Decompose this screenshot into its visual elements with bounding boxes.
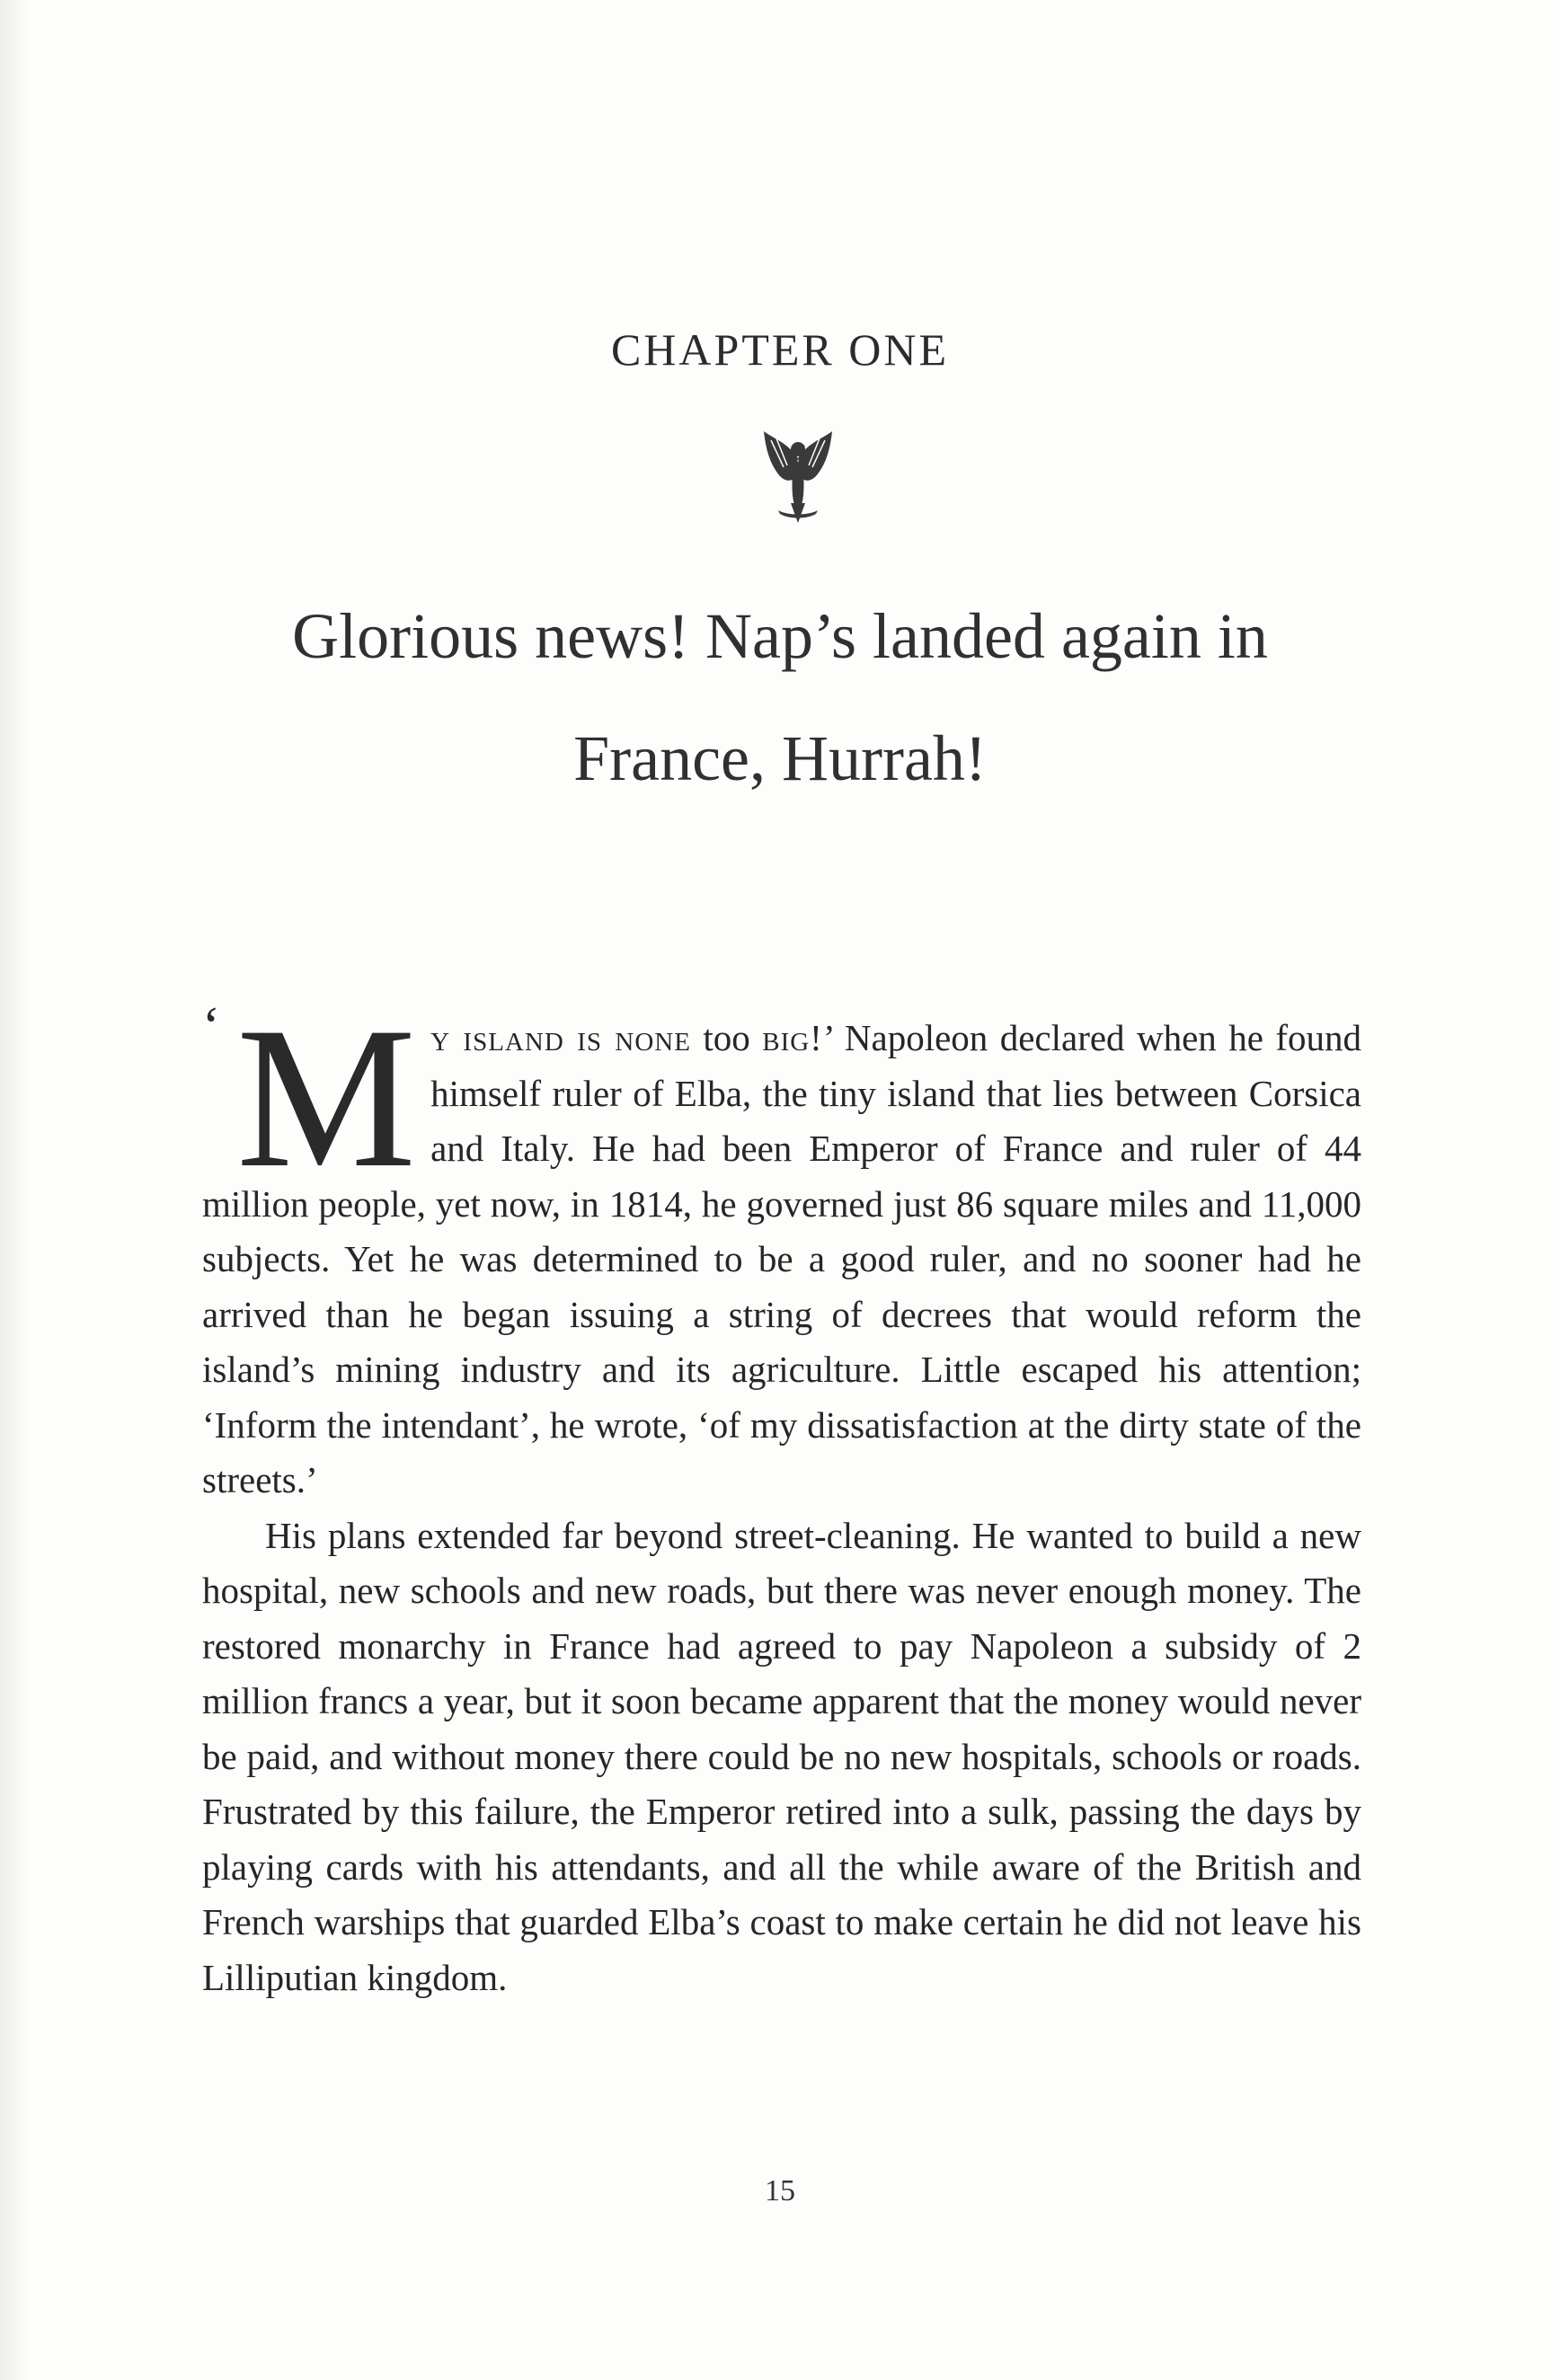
chapter-label: CHAPTER ONE	[610, 324, 950, 375]
paragraph-1-text: ’ Napoleon declared when he found himself ruler of Elba, the tiny island that lies between Corsica and Italy. He had been Emperor of France and ruler of 44 million people, yet now, in 1814, he governed just 86 square miles and 11,000 subjects. Yet he was determined to be a good ruler, and no sooner had he arrived than he began issuing a string of decrees that would reform the island’s mining industry and its agriculture. Little escaped his attention; ‘Inform the intendant’, he wrote, ‘of my dissatisfaction at the dirty state of the streets.’	[202, 1017, 1361, 1500]
paragraph-1	[202, 985, 1361, 1509]
opening-quote-mark: ‘	[202, 996, 220, 1056]
lead-rest: too	[690, 1017, 763, 1058]
lead-smallcaps: y island is none	[430, 1017, 691, 1058]
eagle-icon	[753, 422, 843, 530]
drop-cap: M	[236, 985, 417, 1209]
body-text	[202, 985, 1361, 2005]
paragraph-2: His plans extended far beyond street-cleaning. He wanted to build a new hospital, new schools and new roads, but there was never enough money. The restored monarchy in France had agreed to pay Napoleon a subsidy of 2 million francs a year, but it soon became apparent that the money would never be paid, and without money there could be no new hospitals, schools or roads. Frustrated by this failure, the Emperor retired into a sulk, passing the days by playing cards with his attendants, and all the while aware of the British and French warships that guarded Elba’s coast to make certain he did not leave his Lilliputian kingdom.	[202, 1514, 1361, 1998]
chapter-title: Glorious news! Nap’s landed again in France, Hurrah!	[292, 600, 1268, 794]
page-number: 15	[765, 2174, 795, 2207]
lead-smallcaps-2: big!	[762, 1017, 823, 1058]
